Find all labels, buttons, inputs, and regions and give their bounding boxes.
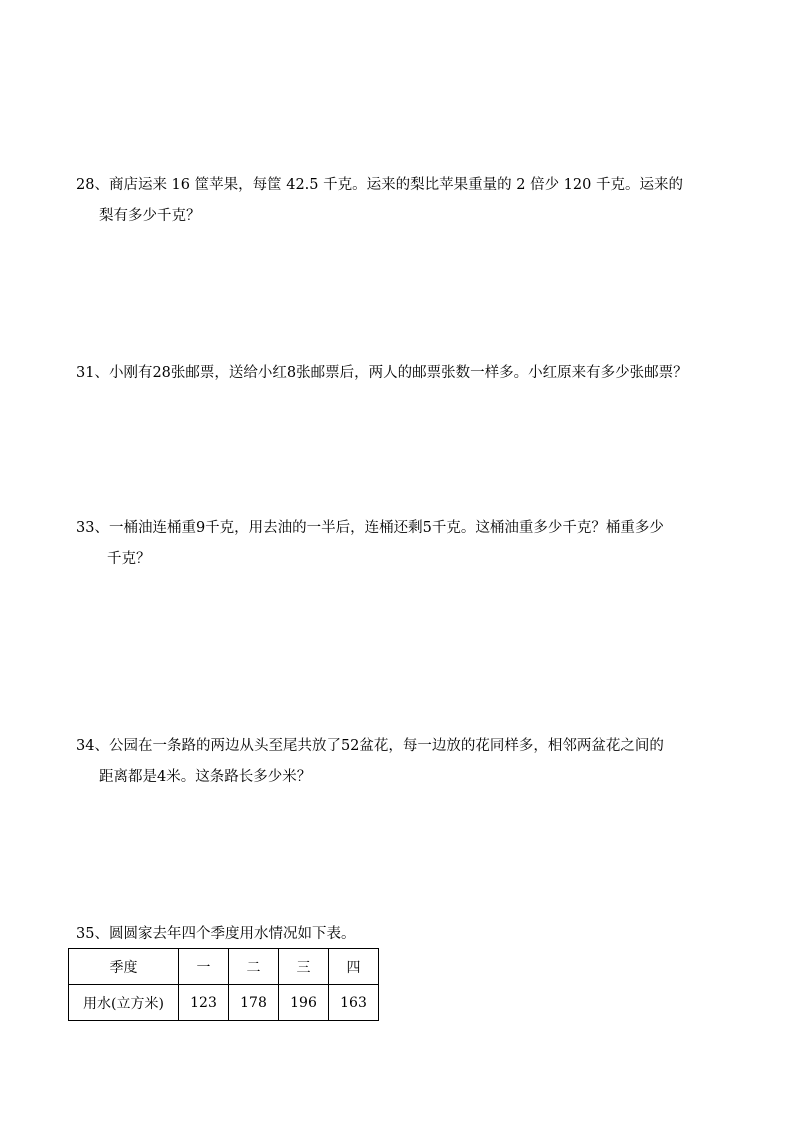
question-33-line-1: 33、一桶油连桶重9千克，用去油的一半后，连桶还剩5千克。这桶油重多少千克？桶重多少 (76, 520, 664, 536)
table-cell: 123 (179, 985, 229, 1021)
table-header-cell: 二 (229, 949, 279, 985)
table-cell: 用水(立方米) (69, 985, 179, 1021)
question-34-line-2: 距离都是4米。这条路长多少米？ (99, 769, 312, 785)
water-usage-table (68, 948, 379, 1021)
table-cell: 178 (229, 985, 279, 1021)
table-header-row (69, 949, 379, 985)
table-header-cell: 季度 (69, 949, 179, 985)
table-cell: 163 (329, 985, 379, 1021)
table-row (69, 985, 379, 1021)
question-31-line-1: 31、小刚有28张邮票，送给小红8张邮票后，两人的邮票张数一样多。小红原来有多少张邮票？ (76, 365, 688, 381)
table-header-cell: 三 (279, 949, 329, 985)
question-35-line-1: 35、圆圆家去年四个季度用水情况如下表。 (76, 926, 356, 942)
question-34-line-1: 34、公园在一条路的两边从头至尾共放了52盆花，每一边放的花同样多，相邻两盆花之间的 (76, 738, 664, 754)
table-cell: 196 (279, 985, 329, 1021)
question-33-line-2: 千克？ (107, 551, 151, 567)
question-28-line-1: 28、商店运来 16 筐苹果，每筐 42.5 千克。运来的梨比苹果重量的 2 倍少 120 千克。运来的 (76, 177, 683, 193)
question-28-line-2: 梨有多少千克？ (99, 208, 201, 224)
table-header-cell: 四 (329, 949, 379, 985)
table-header-cell: 一 (179, 949, 229, 985)
